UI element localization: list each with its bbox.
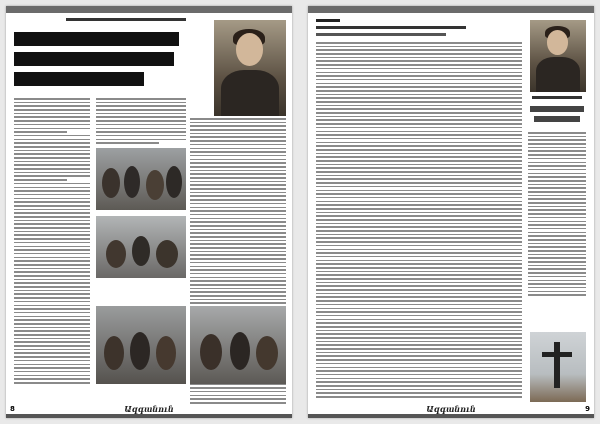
sidebar-title-line-1 [530,106,584,112]
right-page-header-bar [308,6,594,13]
left-text-column-1 [14,98,90,386]
group-photo-1 [96,148,186,210]
sidebar-name-rule [532,96,582,99]
left-headline [14,32,179,86]
sidebar-title-line-2 [534,116,580,122]
right-main-text [316,42,522,400]
sidebar-poem [528,132,586,298]
group-photo-4 [190,306,286,384]
right-footer-logo: Ազգանուն [426,404,476,414]
left-page-header-bar [6,6,292,13]
group-photo-3 [96,306,186,384]
left-footer-logo: Ազգանուն [124,404,174,414]
author-portrait [214,20,286,116]
sidebar-portrait [530,20,586,92]
right-footer [308,406,594,418]
right-sub-rule-1 [316,26,466,29]
cross-photo [530,332,586,402]
left-footer [6,406,292,418]
right-section-label [316,19,340,22]
left-page [6,6,292,418]
left-kicker-rule [66,18,186,21]
left-page-number: 8 [10,405,15,413]
right-sub-rule-2 [316,33,446,36]
left-text-column-2 [96,98,186,146]
right-page-number: 9 [585,405,590,413]
group-photo-2 [96,216,186,278]
right-page [308,6,594,418]
